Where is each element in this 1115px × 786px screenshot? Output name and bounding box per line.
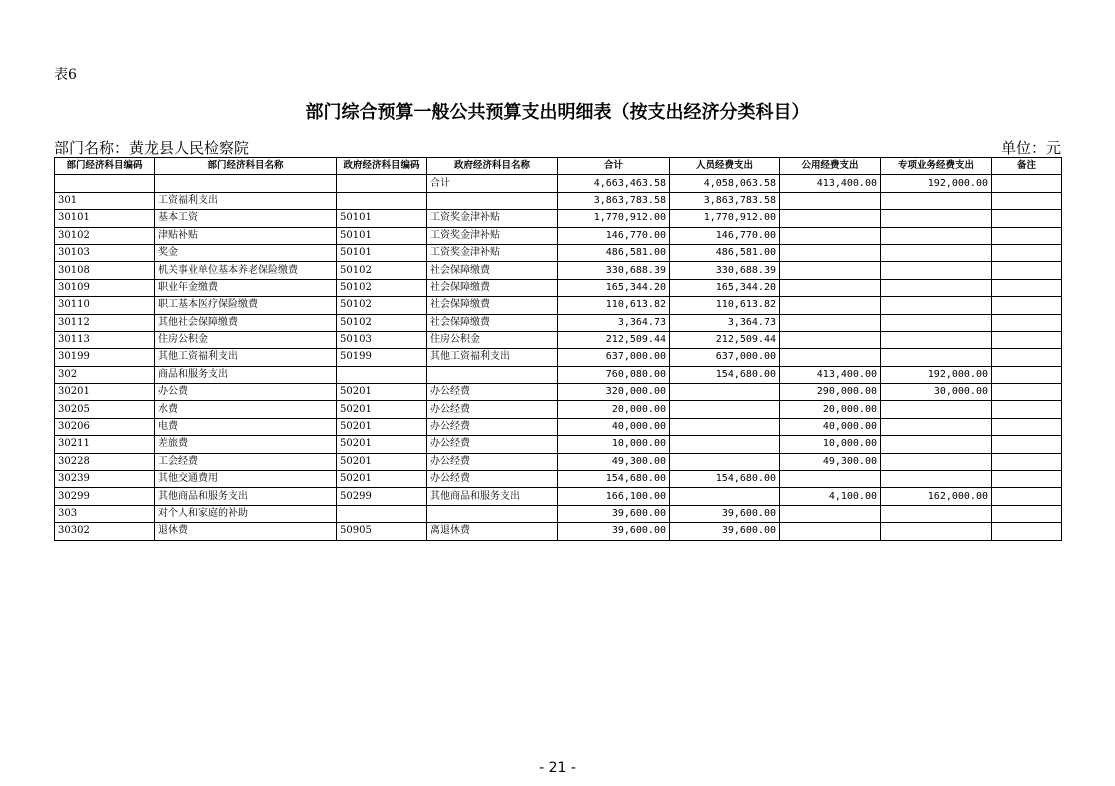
cell-gov-econ-name: 办公经费 (427, 401, 558, 418)
cell-public-expense: 40,000.00 (780, 418, 881, 435)
cell-personnel-expense (670, 488, 780, 505)
cell-dept-econ-name: 商品和服务支出 (155, 366, 337, 383)
cell-dept-econ-name: 津贴补贴 (155, 227, 337, 244)
cell-public-expense (780, 262, 881, 279)
cell-gov-econ-name: 住房公积金 (427, 331, 558, 348)
cell-total: 110,613.82 (558, 297, 670, 314)
cell-dept-econ-code: 30205 (55, 401, 155, 418)
table-row (55, 488, 1062, 505)
cell-public-expense (780, 471, 881, 488)
cell-dept-econ-code: 30113 (55, 331, 155, 348)
cell-dept-econ-code: 30102 (55, 227, 155, 244)
cell-dept-econ-code: 30299 (55, 488, 155, 505)
cell-special-expense (881, 401, 992, 418)
cell-dept-econ-name: 对个人和家庭的补助 (155, 505, 337, 522)
cell-gov-econ-code: 50201 (337, 418, 427, 435)
cell-gov-econ-code: 50102 (337, 262, 427, 279)
header-dept-econ-code: 部门经济科目编码 (55, 158, 155, 175)
cell-dept-econ-code: 30101 (55, 210, 155, 227)
cell-total: 3,364.73 (558, 314, 670, 331)
cell-gov-econ-name: 社会保障缴费 (427, 262, 558, 279)
cell-dept-econ-name: 办公费 (155, 384, 337, 401)
cell-dept-econ-code: 30108 (55, 262, 155, 279)
cell-gov-econ-name: 工资奖金津补贴 (427, 227, 558, 244)
cell-remarks (992, 366, 1062, 383)
cell-total: 49,300.00 (558, 453, 670, 470)
cell-public-expense: 290,000.00 (780, 384, 881, 401)
cell-remarks (992, 244, 1062, 261)
cell-special-expense (881, 349, 992, 366)
header-total: 合计 (558, 158, 670, 175)
cell-public-expense: 413,400.00 (780, 175, 881, 192)
cell-special-expense: 192,000.00 (881, 366, 992, 383)
cell-special-expense: 192,000.00 (881, 175, 992, 192)
cell-dept-econ-name: 住房公积金 (155, 331, 337, 348)
cell-remarks (992, 192, 1062, 209)
cell-total: 760,080.00 (558, 366, 670, 383)
cell-gov-econ-name: 其他工资福利支出 (427, 349, 558, 366)
cell-total: 39,600.00 (558, 505, 670, 522)
cell-remarks (992, 314, 1062, 331)
cell-dept-econ-code: 30228 (55, 453, 155, 470)
cell-public-expense (780, 505, 881, 522)
cell-gov-econ-code: 50102 (337, 297, 427, 314)
cell-total: 212,509.44 (558, 331, 670, 348)
cell-remarks (992, 331, 1062, 348)
cell-special-expense (881, 453, 992, 470)
cell-dept-econ-name: 奖金 (155, 244, 337, 261)
cell-gov-econ-name: 社会保障缴费 (427, 297, 558, 314)
page-number: - 21 - (539, 760, 576, 776)
header-public-expense: 公用经费支出 (780, 158, 881, 175)
cell-remarks (992, 488, 1062, 505)
cell-public-expense (780, 192, 881, 209)
cell-dept-econ-name: 退休费 (155, 523, 337, 540)
cell-personnel-expense: 110,613.82 (670, 297, 780, 314)
cell-dept-econ-code: 30112 (55, 314, 155, 331)
cell-gov-econ-name: 工资奖金津补贴 (427, 244, 558, 261)
table-row (55, 505, 1062, 522)
table-row (55, 401, 1062, 418)
cell-personnel-expense: 154,680.00 (670, 366, 780, 383)
cell-personnel-expense: 1,770,912.00 (670, 210, 780, 227)
cell-gov-econ-code: 50199 (337, 349, 427, 366)
cell-gov-econ-name: 社会保障缴费 (427, 279, 558, 296)
cell-gov-econ-code (337, 192, 427, 209)
unit-label: 单位：元 (1000, 139, 1061, 157)
cell-special-expense (881, 471, 992, 488)
cell-remarks (992, 175, 1062, 192)
cell-dept-econ-name: 水费 (155, 401, 337, 418)
cell-public-expense: 49,300.00 (780, 453, 881, 470)
cell-gov-econ-code: 50201 (337, 436, 427, 453)
cell-personnel-expense: 212,509.44 (670, 331, 780, 348)
cell-dept-econ-code: 301 (55, 192, 155, 209)
cell-gov-econ-code: 50201 (337, 471, 427, 488)
cell-total: 330,688.39 (558, 262, 670, 279)
cell-remarks (992, 453, 1062, 470)
cell-dept-econ-name: 电费 (155, 418, 337, 435)
cell-public-expense (780, 349, 881, 366)
cell-public-expense (780, 297, 881, 314)
table-header-row (55, 158, 1062, 175)
table-row (55, 192, 1062, 209)
cell-dept-econ-code: 30239 (55, 471, 155, 488)
cell-dept-econ-code: 303 (55, 505, 155, 522)
cell-public-expense: 413,400.00 (780, 366, 881, 383)
cell-special-expense (881, 297, 992, 314)
cell-dept-econ-name: 工会经费 (155, 453, 337, 470)
cell-total: 3,863,783.58 (558, 192, 670, 209)
cell-special-expense (881, 192, 992, 209)
cell-public-expense (780, 331, 881, 348)
cell-personnel-expense: 146,770.00 (670, 227, 780, 244)
cell-total: 637,000.00 (558, 349, 670, 366)
cell-gov-econ-name: 其他商品和服务支出 (427, 488, 558, 505)
cell-gov-econ-code: 50101 (337, 227, 427, 244)
cell-dept-econ-code (55, 175, 155, 192)
cell-special-expense (881, 418, 992, 435)
table-row (55, 210, 1062, 227)
cell-remarks (992, 523, 1062, 540)
cell-total: 40,000.00 (558, 418, 670, 435)
cell-personnel-expense: 330,688.39 (670, 262, 780, 279)
cell-gov-econ-code: 50101 (337, 210, 427, 227)
cell-public-expense: 10,000.00 (780, 436, 881, 453)
cell-gov-econ-name: 办公经费 (427, 453, 558, 470)
cell-public-expense (780, 244, 881, 261)
cell-special-expense (881, 244, 992, 261)
table-row (55, 297, 1062, 314)
table-row (55, 366, 1062, 383)
cell-total: 10,000.00 (558, 436, 670, 453)
cell-remarks (992, 418, 1062, 435)
cell-dept-econ-name: 基本工资 (155, 210, 337, 227)
cell-special-expense (881, 505, 992, 522)
cell-special-expense (881, 523, 992, 540)
header-dept-econ-name: 部门经济科目名称 (155, 158, 337, 175)
cell-personnel-expense (670, 418, 780, 435)
table-row (55, 349, 1062, 366)
header-gov-econ-name: 政府经济科目名称 (427, 158, 558, 175)
cell-dept-econ-name: 职工基本医疗保险缴费 (155, 297, 337, 314)
cell-personnel-expense: 486,581.00 (670, 244, 780, 261)
cell-dept-econ-code: 30201 (55, 384, 155, 401)
cell-gov-econ-name (427, 192, 558, 209)
cell-gov-econ-code: 50299 (337, 488, 427, 505)
cell-remarks (992, 436, 1062, 453)
table-row (55, 436, 1062, 453)
cell-public-expense (780, 227, 881, 244)
cell-public-expense (780, 279, 881, 296)
cell-remarks (992, 262, 1062, 279)
cell-dept-econ-name: 职业年金缴费 (155, 279, 337, 296)
budget-detail-table (54, 157, 1062, 541)
cell-dept-econ-code: 30110 (55, 297, 155, 314)
cell-gov-econ-code: 50102 (337, 279, 427, 296)
cell-personnel-expense: 637,000.00 (670, 349, 780, 366)
cell-gov-econ-name: 工资奖金津补贴 (427, 210, 558, 227)
cell-gov-econ-code (337, 366, 427, 383)
cell-total: 4,663,463.58 (558, 175, 670, 192)
cell-personnel-expense: 4,058,063.58 (670, 175, 780, 192)
cell-personnel-expense: 3,364.73 (670, 314, 780, 331)
cell-gov-econ-code (337, 175, 427, 192)
cell-personnel-expense (670, 436, 780, 453)
header-remarks: 备注 (992, 158, 1062, 175)
cell-personnel-expense (670, 384, 780, 401)
cell-gov-econ-name: 合计 (427, 175, 558, 192)
cell-gov-econ-name: 办公经费 (427, 418, 558, 435)
cell-remarks (992, 279, 1062, 296)
table-row (55, 418, 1062, 435)
cell-total: 154,680.00 (558, 471, 670, 488)
cell-public-expense (780, 314, 881, 331)
table-row (55, 471, 1062, 488)
cell-total: 166,100.00 (558, 488, 670, 505)
cell-remarks (992, 505, 1062, 522)
cell-dept-econ-name: 机关事业单位基本养老保险缴费 (155, 262, 337, 279)
cell-dept-econ-code: 30103 (55, 244, 155, 261)
cell-gov-econ-code: 50102 (337, 314, 427, 331)
cell-personnel-expense (670, 401, 780, 418)
department-name: 部门名称：黄龙县人民检察院 (54, 139, 250, 157)
page-title: 部门综合预算一般公共预算支出明细表（按支出经济分类科目） (305, 102, 810, 123)
cell-dept-econ-code: 30206 (55, 418, 155, 435)
cell-dept-econ-name: 其他工资福利支出 (155, 349, 337, 366)
cell-gov-econ-code: 50101 (337, 244, 427, 261)
cell-personnel-expense: 165,344.20 (670, 279, 780, 296)
table-number: 表6 (54, 67, 77, 83)
cell-dept-econ-name (155, 175, 337, 192)
cell-total: 320,000.00 (558, 384, 670, 401)
cell-personnel-expense: 154,680.00 (670, 471, 780, 488)
cell-gov-econ-code: 50103 (337, 331, 427, 348)
cell-dept-econ-code: 30211 (55, 436, 155, 453)
cell-special-expense (881, 210, 992, 227)
cell-personnel-expense (670, 453, 780, 470)
cell-gov-econ-code: 50201 (337, 453, 427, 470)
cell-dept-econ-code: 30109 (55, 279, 155, 296)
cell-special-expense (881, 331, 992, 348)
cell-remarks (992, 471, 1062, 488)
table-row (55, 227, 1062, 244)
cell-gov-econ-name: 办公经费 (427, 471, 558, 488)
cell-gov-econ-name: 社会保障缴费 (427, 314, 558, 331)
cell-dept-econ-code: 30199 (55, 349, 155, 366)
table-row (55, 244, 1062, 261)
cell-special-expense: 30,000.00 (881, 384, 992, 401)
cell-personnel-expense: 3,863,783.58 (670, 192, 780, 209)
cell-remarks (992, 297, 1062, 314)
cell-total: 146,770.00 (558, 227, 670, 244)
table-row (55, 453, 1062, 470)
table-row (55, 314, 1062, 331)
cell-dept-econ-name: 其他社会保障缴费 (155, 314, 337, 331)
cell-special-expense (881, 314, 992, 331)
cell-gov-econ-code (337, 505, 427, 522)
cell-dept-econ-code: 30302 (55, 523, 155, 540)
cell-public-expense (780, 523, 881, 540)
cell-gov-econ-code: 50201 (337, 401, 427, 418)
cell-special-expense (881, 262, 992, 279)
header-personnel-expense: 人员经费支出 (670, 158, 780, 175)
cell-dept-econ-name: 工资福利支出 (155, 192, 337, 209)
cell-special-expense (881, 436, 992, 453)
cell-dept-econ-name: 其他交通费用 (155, 471, 337, 488)
table-row (55, 279, 1062, 296)
cell-remarks (992, 401, 1062, 418)
cell-special-expense (881, 279, 992, 296)
cell-total: 39,600.00 (558, 523, 670, 540)
table-row (55, 175, 1062, 192)
cell-gov-econ-code: 50201 (337, 384, 427, 401)
header-gov-econ-code: 政府经济科目编码 (337, 158, 427, 175)
cell-special-expense: 162,000.00 (881, 488, 992, 505)
cell-gov-econ-name: 离退休费 (427, 523, 558, 540)
cell-dept-econ-code: 302 (55, 366, 155, 383)
cell-gov-econ-name: 办公经费 (427, 436, 558, 453)
table-row (55, 262, 1062, 279)
cell-personnel-expense: 39,600.00 (670, 523, 780, 540)
cell-total: 20,000.00 (558, 401, 670, 418)
table-row (55, 523, 1062, 540)
cell-total: 1,770,912.00 (558, 210, 670, 227)
cell-public-expense: 20,000.00 (780, 401, 881, 418)
cell-remarks (992, 227, 1062, 244)
cell-gov-econ-code: 50905 (337, 523, 427, 540)
cell-remarks (992, 210, 1062, 227)
cell-public-expense (780, 210, 881, 227)
table-row (55, 384, 1062, 401)
cell-gov-econ-name (427, 505, 558, 522)
cell-personnel-expense: 39,600.00 (670, 505, 780, 522)
cell-public-expense: 4,100.00 (780, 488, 881, 505)
cell-dept-econ-name: 差旅费 (155, 436, 337, 453)
cell-gov-econ-name: 办公经费 (427, 384, 558, 401)
cell-total: 165,344.20 (558, 279, 670, 296)
table-row (55, 331, 1062, 348)
cell-remarks (992, 349, 1062, 366)
cell-special-expense (881, 227, 992, 244)
header-special-expense: 专项业务经费支出 (881, 158, 992, 175)
cell-gov-econ-name (427, 366, 558, 383)
cell-remarks (992, 384, 1062, 401)
cell-dept-econ-name: 其他商品和服务支出 (155, 488, 337, 505)
cell-total: 486,581.00 (558, 244, 670, 261)
